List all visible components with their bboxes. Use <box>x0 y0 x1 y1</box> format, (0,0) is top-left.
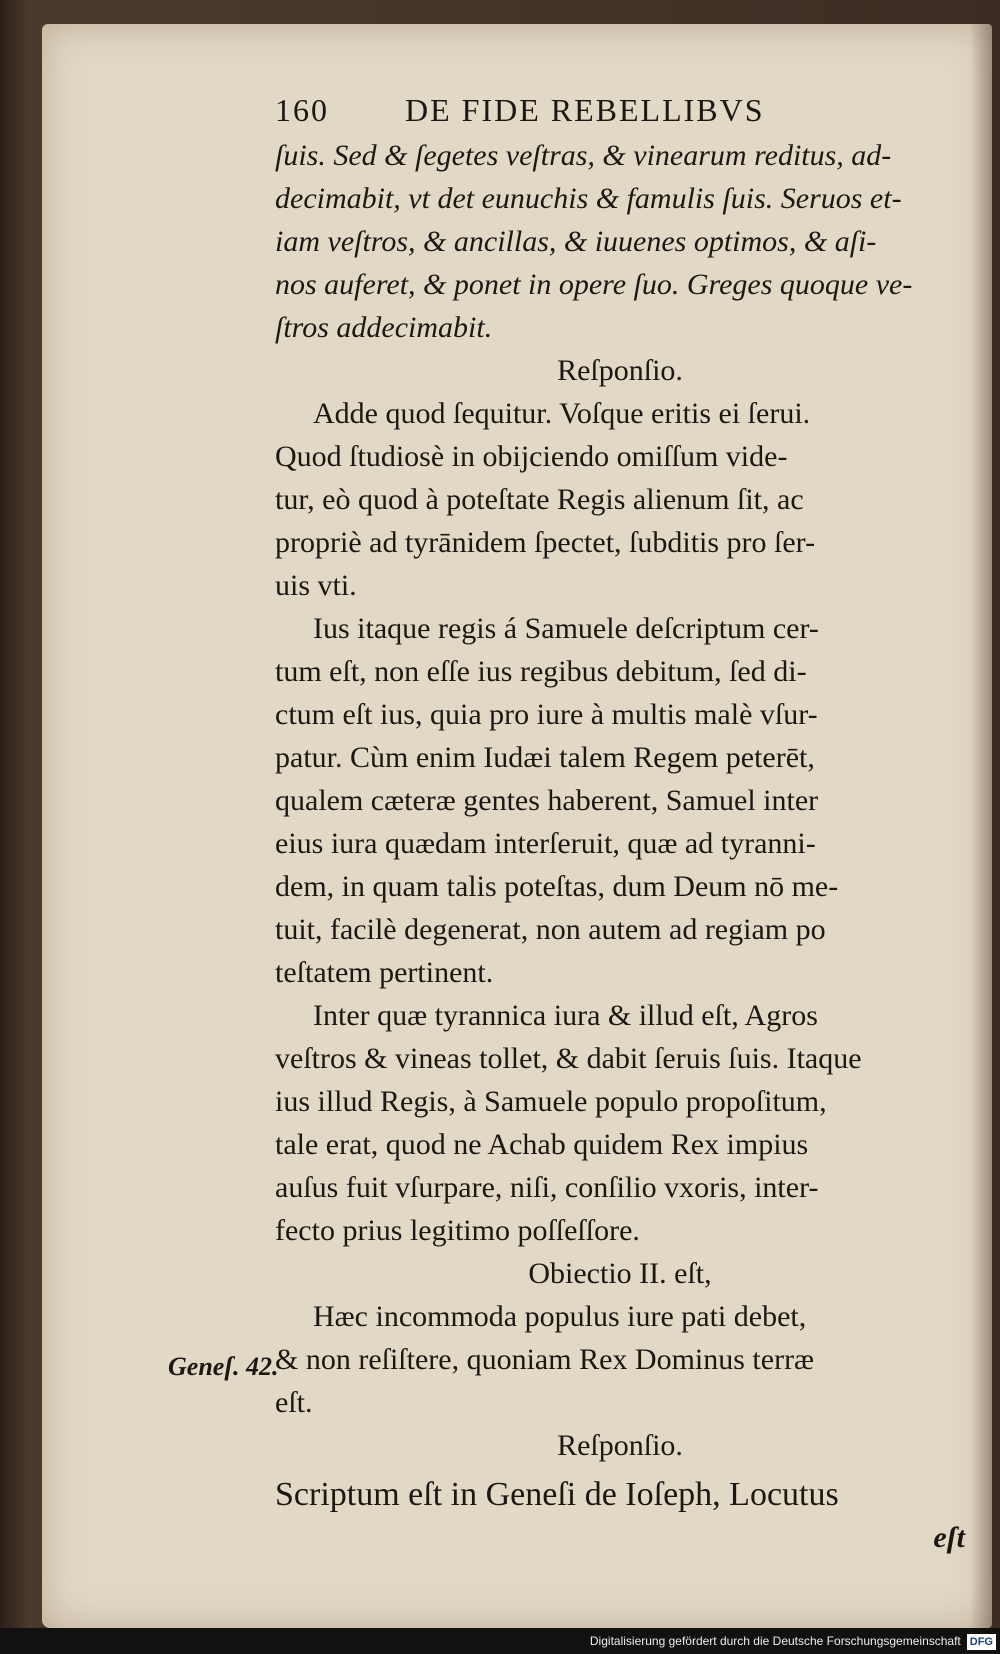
text-line: tur, eò quod à poteſtate Regis alienum ſit, ac <box>275 483 804 516</box>
text-line: Reſponſio. <box>557 1429 683 1462</box>
text-line: ſtros addecimabit. <box>275 311 493 344</box>
page-number: 160 <box>275 92 329 128</box>
text-line: Quod ſtudiosè in obijciendo omiſſum vide- <box>275 440 788 473</box>
text-line: tuit, facilè degenerat, non autem ad regiam po <box>275 913 826 946</box>
text-line: eſt. <box>275 1386 313 1419</box>
footer-text: Digitalisierung gefördert durch die Deutsche Forschungsgemeinschaft <box>589 1634 961 1648</box>
text-line: Scriptum eſt in Geneſi de Ioſeph, Locutus <box>275 1476 839 1513</box>
text-line: Hæc incommoda populus iure pati debet, <box>313 1300 807 1333</box>
text-block <box>275 86 965 1559</box>
text-line: tale erat, quod ne Achab quidem Rex impius <box>275 1128 809 1161</box>
text-line: teſtatem pertinent. <box>275 956 494 989</box>
text-line: ctum eſt ius, quia pro iure à multis malè vſur- <box>275 698 818 731</box>
text-line: Obiectio II. eſt, <box>528 1257 712 1290</box>
dfg-logo: DFG <box>967 1634 996 1650</box>
text-line: & non reſiſtere, quoniam Rex Dominus terræ <box>275 1343 815 1376</box>
text-line: fecto prius legitimo poſſeſſore. <box>275 1214 640 1247</box>
text-line: patur. Cùm enim Iudæi talem Regem peterēt, <box>275 741 815 774</box>
text-line: tum eſt, non eſſe ius regibus debitum, ſed di- <box>275 655 807 688</box>
text-line: decimabit, vt det eunuchis & famulis ſuis. Seruos et- <box>275 182 902 215</box>
text-line: eius iura quædam interſeruit, quæ ad tyranni- <box>275 827 816 860</box>
text-line: propriè ad tyrānidem ſpectet, ſubditis pro ſer- <box>275 526 816 559</box>
text-line: qualem cæteræ gentes haberent, Samuel inter <box>275 784 819 817</box>
running-title: DE FIDE REBELLIBVS <box>405 92 765 128</box>
text-line: ius illud Regis, à Samuele populo propoſitum, <box>275 1085 827 1118</box>
text-line: ſuis. Sed & ſegetes veſtras, & vinearum reditus, ad- <box>275 139 892 172</box>
body-lines <box>275 134 965 1559</box>
text-line: uis vti. <box>275 569 357 602</box>
text-line: Adde quod ſequitur. Voſque eritis ei ſerui. <box>313 397 811 430</box>
text-line: eſt <box>933 1521 965 1554</box>
footer-bar <box>0 1628 1000 1654</box>
text-line: nos auferet, & ponet in opere ſuo. Greges quoque ve- <box>275 268 913 301</box>
text-line: auſus fuit vſurpare, niſi, conſilio vxoris, inter- <box>275 1171 819 1204</box>
text-line: veſtros & vineas tollet, & dabit ſeruis ſuis. Itaque <box>275 1042 862 1075</box>
margin-note: Geneſ. 42. <box>168 1352 279 1381</box>
running-head <box>275 86 965 134</box>
text-line: Inter quæ tyrannica iura & illud eſt, Agros <box>313 999 818 1032</box>
text-line: iam veſtros, & ancillas, & iuuenes optimos, & aſi- <box>275 225 877 258</box>
text-line: Ius itaque regis á Samuele deſcriptum cer- <box>313 612 819 645</box>
text-line: Reſponſio. <box>557 354 683 387</box>
text-line: dem, in quam talis poteſtas, dum Deum nō me- <box>275 870 839 903</box>
